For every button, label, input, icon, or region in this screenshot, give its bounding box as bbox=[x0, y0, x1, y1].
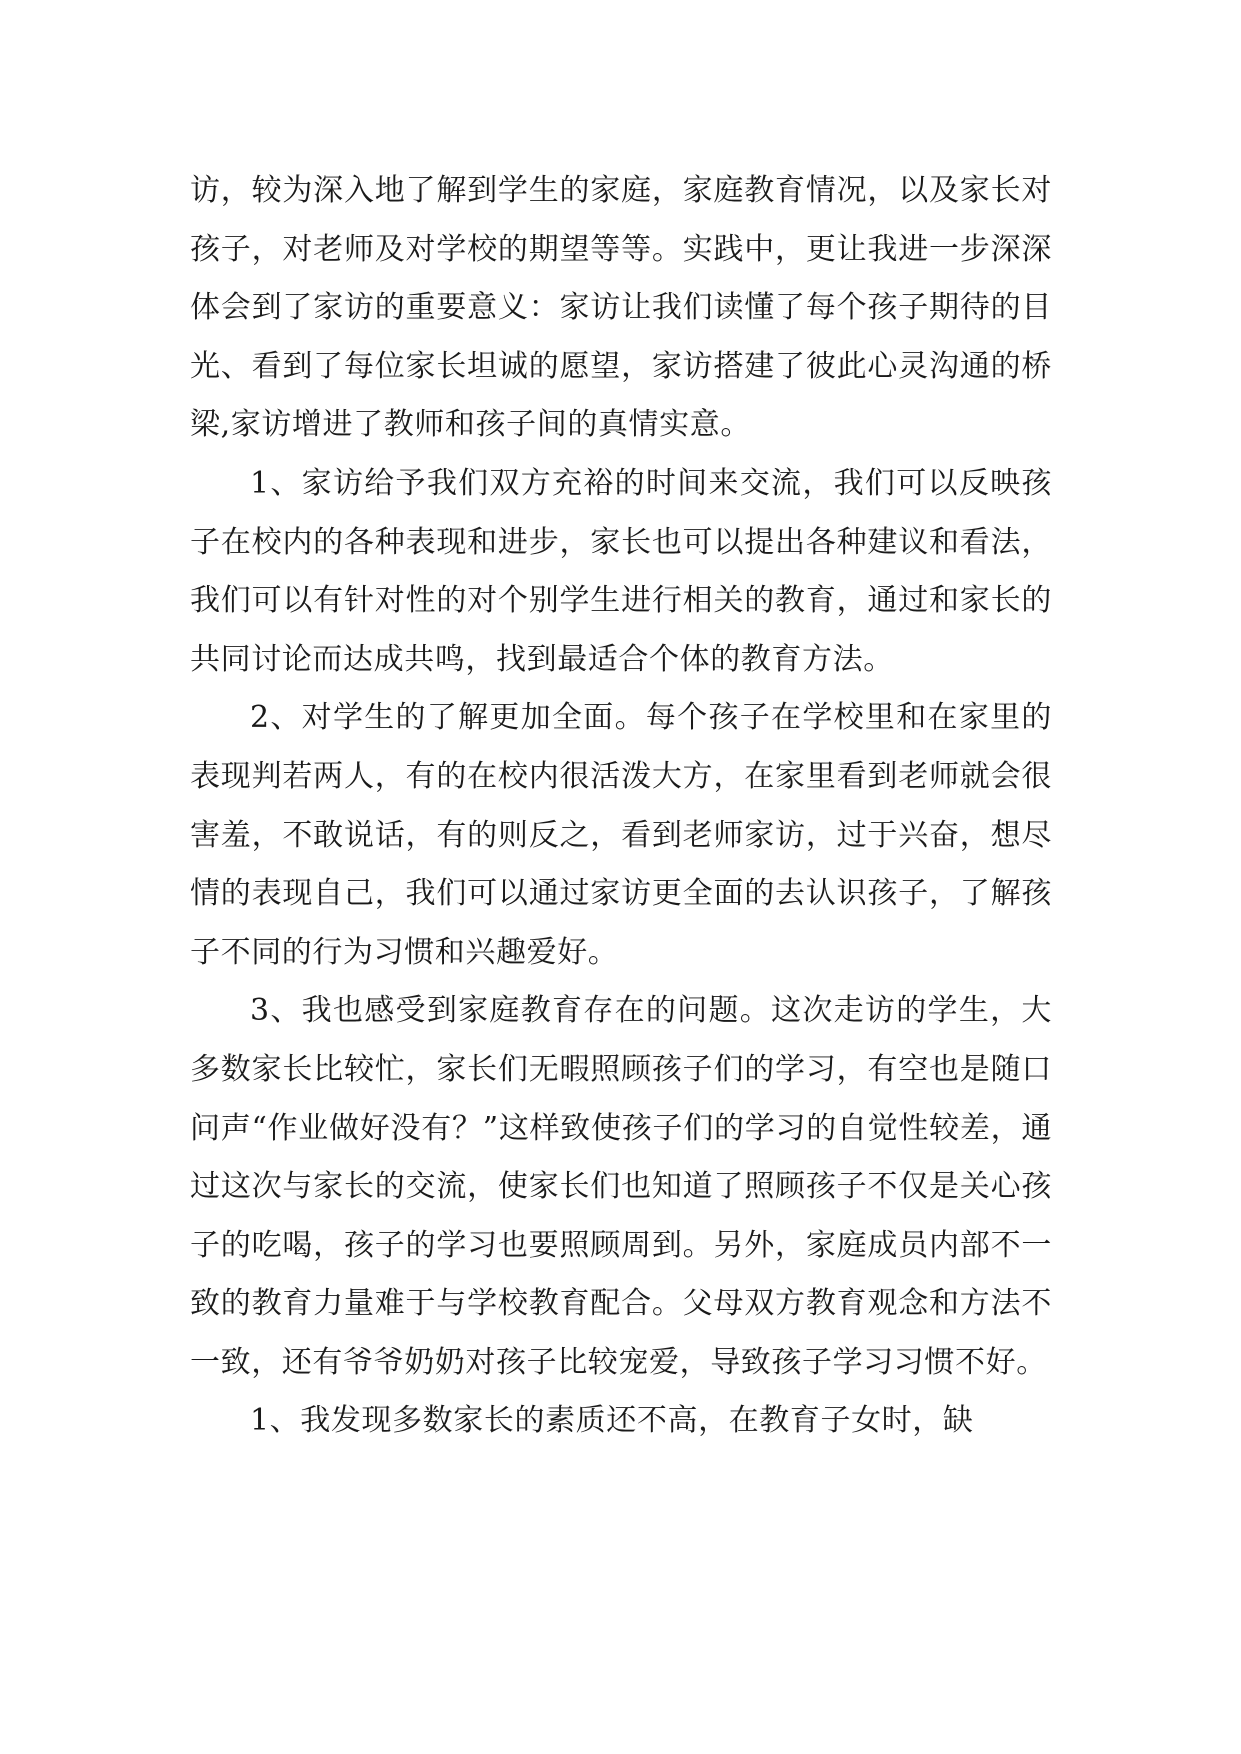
paragraph-continuation: 访，较为深入地了解到学生的家庭，家庭教育情况，以及家长对孩子，对老师及对学校的期望等等。实践中，更让我进一步深深体会到了家访的重要意义：家访让我们读懂了每个孩子期待的目光、看到了每位家长坦诚的愿望，家访搭建了彼此心灵沟通的桥梁,家访增进了教师和孩子间的真情实意。 bbox=[190, 173, 1052, 443]
paragraph-point-3: 3、我也感受到家庭教育存在的问题。这次走访的学生，大多数家长比较忙，家长们无暇照顾孩子们的学习，有空也是随口问声“作业做好没有？”这样致使孩子们的学习的自觉性较差，通过这次与家长的交流，使家长们也知道了照顾孩子不仅是关心孩子的吃喝，孩子的学习也要照顾周到。另外，家庭成员内部不一致的教育力量难于与学校教育配合。父母双方教育观念和方法不一致，还有爷爷奶奶对孩子比较宠爱，导致孩子学习习惯不好。 bbox=[190, 993, 1052, 1380]
paragraph-point-1: 1、家访给予我们双方充裕的时间来交流，我们可以反映孩子在校内的各种表现和进步，家长也可以提出各种建议和看法，我们可以有针对性的对个别学生进行相关的教育，通过和家长的共同讨论而达成共鸣，找到最适合个体的教育方法。 bbox=[190, 465, 1052, 677]
paragraph-point-2: 2、对学生的了解更加全面。每个孩子在学校里和在家里的表现判若两人，有的在校内很活泼大方，在家里看到老师就会很害羞，不敢说话，有的则反之，看到老师家访，过于兴奋，想尽情的表现自己，我们可以通过家访更全面的去认识孩子，了解孩子不同的行为习惯和兴趣爱好。 bbox=[190, 700, 1052, 970]
paragraph-point-1-second-list: 1、我发现多数家长的素质还不高，在教育子女时，缺 bbox=[250, 1403, 974, 1439]
document-body bbox=[190, 162, 1052, 1451]
